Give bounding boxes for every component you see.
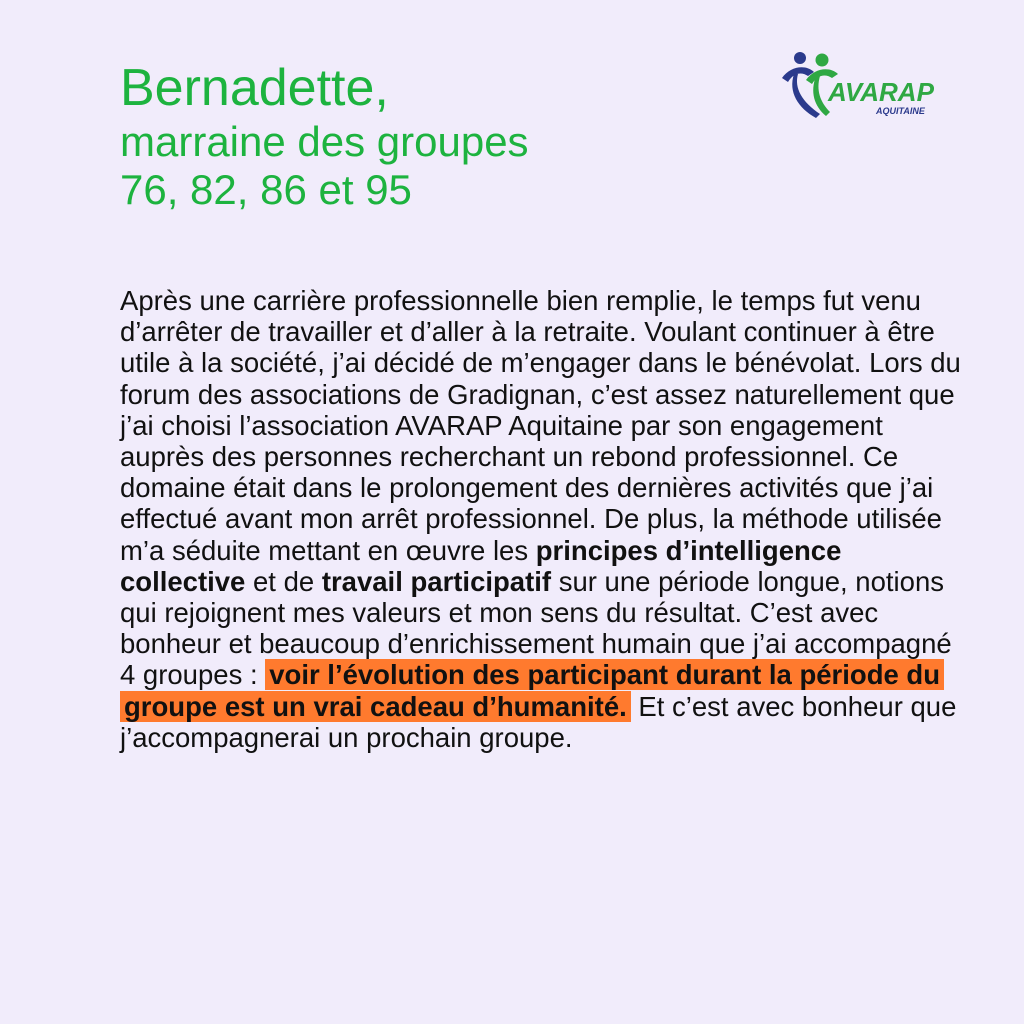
testimonial-text <box>120 285 970 753</box>
title-name: Bernadette, <box>120 59 389 117</box>
testimonial-part1: Après une carrière professionnelle bien remplie, le temps fut venu d’arrêter de travailler et d’aller à la retraite. Voulant continuer à être utile à la société, j’ai décidé de m’engager dans le bénévolat. Lors du forum des associations de Gradignan, c’est assez naturellement que j’ai choisi l’association AVARAP Aquitaine par son engagement auprès des personnes recherchant un rebond professionnel. Ce domaine était dans le prolongement des dernières activités que j’ai effectué avant mon arrêt professionnel. De plus, la méthode utilisée m’a séduite mettant en œuvre les <box>120 285 961 566</box>
logo-wordmark: AVARAP <box>828 77 934 107</box>
testimonial-part4: Et c’est avec bonheur que j’accompagnerai un prochain groupe. <box>120 690 957 753</box>
title-subtitle-line2: 76, 82, 86 et 95 <box>120 166 412 213</box>
testimonial-part3: sur une période longue, notions qui rejoignent mes valeurs et mon sens du résultat. C’est avec bonheur et beaucoup d’enrichissement humain que j’ai accompagné 4 groupes : <box>120 565 952 691</box>
highlighted-quote: voir l’évolution des participant durant la période du groupe est un vrai cadeau d’humanité. <box>120 659 944 721</box>
title-subtitle-line1: marraine des groupes <box>120 118 529 165</box>
bold-participatory-work: travail participatif <box>321 565 552 597</box>
logo-region: AQUITAINE <box>876 106 925 116</box>
testimonial-part2: et de <box>245 565 322 597</box>
bold-collective-intelligence: principes d’intelligence collective <box>120 534 842 597</box>
page-title <box>120 58 529 214</box>
